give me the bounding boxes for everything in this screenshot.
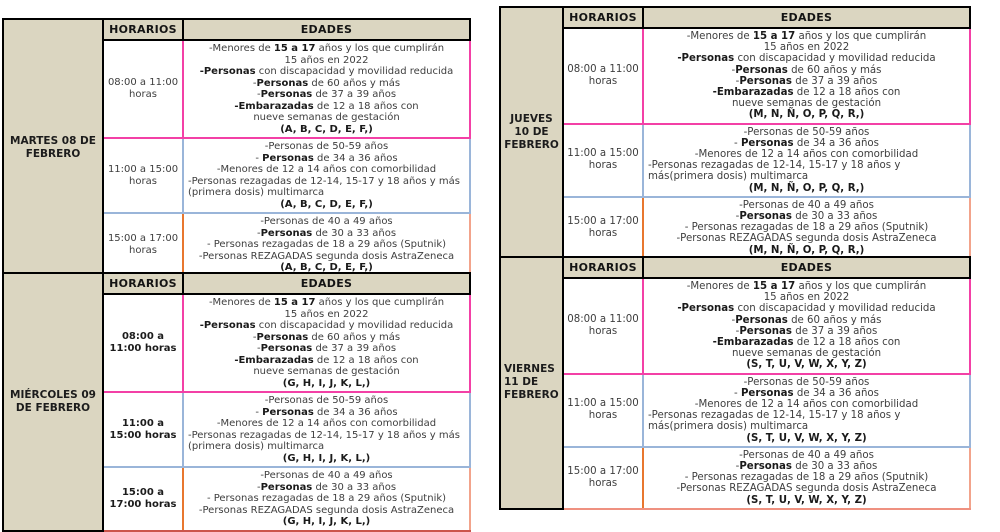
text-segment: - (735, 211, 740, 223)
text-segment: nueve semanas de gestación (253, 366, 400, 377)
text-segment: - (734, 137, 741, 149)
text-segment: - Personas rezagadas de 18 a 29 años (Sputnik) (684, 222, 929, 234)
text-segment: de 12 a 18 años con (793, 337, 901, 349)
day-label-martes-08-febrero (3, 19, 103, 277)
edades-line (648, 183, 965, 194)
edades-line (648, 433, 965, 444)
edades-line (648, 42, 965, 53)
edades-line (648, 149, 965, 160)
text-segment: -Menores de (686, 281, 753, 292)
column-header-edades: EDADES (643, 257, 970, 278)
text-segment: de 34 a 36 años (793, 137, 879, 149)
day-label-line: MIÉRCOLES 09 (10, 388, 96, 401)
column-header-horarios: HORARIOS (103, 273, 183, 294)
edades-line (648, 388, 965, 399)
time-cell (103, 138, 183, 213)
schedule-row (500, 278, 970, 374)
bold-text-segment: -Personas (199, 66, 256, 77)
text-segment: con discapacidad y movilidad reducida (734, 303, 936, 315)
column-header-horarios: HORARIOS (563, 257, 643, 278)
bold-text-segment: Personas (260, 227, 313, 239)
text-segment: - (255, 406, 263, 418)
edades-cell (643, 124, 970, 197)
time-cell (563, 278, 643, 374)
text-segment: -Menores de (208, 297, 274, 308)
text-segment: - (256, 343, 261, 354)
text-segment: - (735, 325, 740, 337)
text-segment: de 37 a 39 años (312, 89, 397, 100)
time-line: 15:00 a 17:00 (107, 232, 179, 244)
edades-cell (183, 467, 470, 531)
edades-line (188, 297, 465, 309)
text-segment: -Personas de 50-59 años (264, 395, 389, 406)
edades-line (648, 292, 965, 303)
bold-text-segment: -Embarazadas (712, 337, 794, 349)
edades-line (188, 395, 465, 407)
time-line: horas (588, 325, 618, 337)
text-segment: de 37 a 39 años (312, 343, 397, 354)
text-segment: -Personas REZAGADAS segunda dosis AstraZeneca (676, 483, 937, 495)
bold-text-segment: (G, H, I, J, K, L,) (282, 516, 371, 527)
header-row (3, 19, 470, 40)
column-header-edades: EDADES (183, 273, 470, 294)
bold-text-segment: -Embarazadas (234, 100, 314, 112)
time-line: horas (129, 175, 157, 187)
text-segment: -Personas rezagadas de 12-14, 15-17 y 18 años y más (primera dosis) multimarca (188, 175, 460, 198)
time-line: 11:00 horas (109, 343, 177, 354)
text-segment: años y los que cumplirán (795, 281, 927, 292)
edades-line (648, 483, 965, 494)
header-row (500, 7, 970, 28)
time-cell (103, 40, 183, 138)
time-cell (563, 374, 643, 447)
edades-cell (643, 447, 970, 509)
edades-line (648, 337, 965, 348)
day-label-line: MARTES 08 DE (10, 134, 96, 147)
edades-line (188, 251, 465, 263)
edades-line (648, 53, 965, 64)
column-header-horarios: HORARIOS (563, 7, 643, 28)
edades-line (648, 87, 965, 98)
text-segment: -Personas de 50-59 años (264, 141, 389, 152)
edades-line (648, 495, 965, 506)
text-segment: -Menores de (686, 31, 753, 42)
time-line: 15:00 a (121, 486, 165, 498)
text-segment: -Personas REZAGADAS segunda dosis AstraZeneca (198, 250, 455, 262)
edades-line (188, 89, 465, 101)
schedule-row (500, 447, 970, 509)
text-segment: con discapacidad y movilidad reducida (734, 53, 936, 65)
edades-line (188, 228, 465, 240)
edades-line (188, 407, 465, 419)
edades-line (188, 199, 465, 211)
bold-text-segment: Personas (256, 77, 309, 89)
bold-text-segment: 15 a 17 (752, 31, 796, 42)
text-segment: de 37 a 39 años (792, 75, 878, 87)
bold-text-segment: (A, B, C, D, E, F,) (280, 262, 373, 273)
text-segment: -Menores de 12 a 14 años con comorbilidad (216, 164, 437, 175)
text-segment: de 30 a 33 años (312, 227, 397, 239)
schedule-row (500, 124, 970, 197)
text-segment: - (735, 461, 740, 473)
text-segment: -Personas de 40 a 49 años (739, 449, 874, 461)
schedule-row (500, 28, 970, 124)
text-segment: - (252, 77, 257, 89)
time-line: 11:00 a 15:00 (567, 398, 639, 410)
text-segment: de 60 años y más (787, 64, 882, 76)
time-line: horas (588, 227, 618, 239)
edades-line (648, 160, 965, 182)
edades-line (188, 378, 465, 390)
text-segment: -Menores de (208, 43, 274, 54)
text-segment: -Personas de 50-59 años (743, 126, 870, 138)
edades-line (188, 309, 465, 321)
schedule-table-jueves-10-febrero (499, 6, 971, 260)
time-cell (563, 447, 643, 509)
edades-cell (183, 40, 470, 138)
text-segment: de 12 a 18 años con (793, 87, 901, 99)
text-segment: - Personas rezagadas de 18 a 29 años (Sputnik) (206, 493, 447, 504)
edades-line (188, 176, 465, 199)
text-segment: -Personas de 40 a 49 años (260, 470, 393, 481)
bold-text-segment: (S, T, U, V, W, X, Y, Z) (746, 359, 867, 371)
edades-line (188, 366, 465, 378)
bold-text-segment: Personas (260, 481, 313, 493)
edades-line (188, 516, 465, 528)
edades-line (188, 164, 465, 176)
time-cell (103, 392, 183, 467)
edades-line (188, 505, 465, 517)
time-line: horas (129, 89, 157, 100)
edades-line (648, 472, 965, 483)
edades-cell (643, 28, 970, 124)
day-label-line: VIERNES (504, 363, 555, 376)
edades-line (188, 216, 465, 228)
edades-line (648, 76, 965, 87)
day-label-line: JUEVES (510, 113, 553, 126)
bold-text-segment: (M, N, Ñ, O, P, Q, R,) (748, 109, 865, 121)
edades-line (648, 303, 965, 314)
edades-line (648, 98, 965, 109)
column-header-edades: EDADES (183, 19, 470, 40)
bold-text-segment: (G, H, I, J, K, L,) (282, 452, 371, 464)
edades-line (188, 112, 465, 124)
time-line: horas (588, 75, 618, 87)
day-label-line: DE FEBRERO (15, 401, 91, 414)
edades-line (188, 43, 465, 55)
edades-line (188, 66, 465, 78)
edades-cell (183, 138, 470, 213)
text-segment: -Personas rezagadas de 12-14, 15-17 y 18 años y más(primera dosis) multimarca (648, 410, 901, 433)
edades-cell (183, 213, 470, 277)
text-segment: - Personas rezagadas de 18 a 29 años (Sputnik) (684, 472, 929, 484)
bold-text-segment: 15 a 17 (273, 43, 316, 54)
bold-text-segment: -Personas (199, 320, 256, 331)
bold-text-segment: (A, B, C, D, E, F,) (280, 123, 373, 135)
header-row (3, 273, 470, 294)
time-line: horas (129, 244, 157, 256)
edades-cell (183, 294, 470, 392)
text-segment: de 37 a 39 años (792, 325, 878, 337)
bold-text-segment: (M, N, Ñ, O, P, Q, R,) (748, 244, 865, 256)
edades-line (648, 410, 965, 432)
edades-cell (183, 392, 470, 467)
time-line: 15:00 a 17:00 (567, 215, 639, 227)
text-segment: años y los que cumplirán (795, 31, 927, 42)
edades-line (188, 343, 465, 355)
text-segment: -Personas de 40 a 49 años (739, 199, 874, 211)
text-segment: - (256, 89, 261, 100)
text-segment: de 60 años y más (308, 77, 401, 89)
time-line: 11:00 a 15:00 (567, 148, 639, 160)
edades-cell (643, 197, 970, 259)
text-segment: nueve semanas de gestación (731, 98, 882, 110)
time-cell (563, 124, 643, 197)
time-line: 08:00 a 11:00 (107, 77, 179, 88)
bold-text-segment: -Personas (677, 53, 735, 65)
edades-line (188, 78, 465, 90)
text-segment: -Menores de 12 a 14 años con comorbilidad (216, 418, 437, 429)
text-segment: de 12 a 18 años con (313, 100, 419, 112)
day-label-miercoles-09-febrero (3, 273, 103, 531)
bold-text-segment: (S, T, U, V, W, X, Y, Z) (746, 494, 867, 506)
text-segment: 15 años en 2022 (284, 308, 369, 320)
bold-text-segment: -Embarazadas (712, 87, 794, 99)
bold-text-segment: (S, T, U, V, W, X, Y, Z) (746, 432, 867, 444)
edades-line (648, 359, 965, 370)
bold-text-segment: Personas (260, 89, 313, 100)
text-segment: con discapacidad y movilidad reducida (255, 320, 454, 331)
schedule-table-viernes-11-febrero (499, 256, 971, 510)
edades-line (188, 493, 465, 505)
edades-line (188, 55, 465, 67)
bold-text-segment: -Personas (677, 303, 735, 315)
text-segment: -Menores de 12 a 14 años con comorbilidad (694, 149, 919, 161)
text-segment: -Personas de 40 a 49 años (260, 216, 393, 227)
schedule-table-martes-08-febrero (2, 18, 471, 278)
text-segment: años y los que cumplirán (315, 297, 445, 308)
edades-line (648, 245, 965, 256)
text-segment: - (731, 64, 736, 76)
text-segment: de 60 años y más (308, 331, 401, 343)
text-segment: de 34 a 36 años (793, 387, 879, 399)
edades-line (188, 153, 465, 165)
bold-text-segment: Personas (739, 461, 792, 473)
edades-line (648, 31, 965, 42)
text-segment: nueve semanas de gestación (253, 112, 400, 123)
text-segment: de 34 a 36 años (313, 406, 398, 418)
edades-line (648, 65, 965, 76)
edades-line (188, 470, 465, 482)
bold-text-segment: Personas (256, 331, 309, 343)
edades-line (188, 320, 465, 332)
time-cell (103, 294, 183, 392)
bold-text-segment: Personas (739, 75, 792, 87)
bold-text-segment: Personas (735, 314, 788, 326)
text-segment: de 12 a 18 años con (313, 354, 419, 366)
text-segment: - (731, 314, 736, 326)
time-cell (103, 213, 183, 277)
column-header-edades: EDADES (643, 7, 970, 28)
day-label-line: FEBRERO (25, 147, 81, 160)
edades-line (648, 281, 965, 292)
text-segment: con discapacidad y movilidad reducida (255, 66, 454, 77)
bold-text-segment: (M, N, Ñ, O, P, Q, R,) (748, 182, 865, 194)
time-cell (103, 467, 183, 531)
bold-text-segment: (A, B, C, D, E, F,) (280, 198, 373, 210)
text-segment: -Personas de 50-59 años (743, 376, 870, 388)
text-segment: 15 años en 2022 (284, 54, 369, 66)
text-segment: -Personas rezagadas de 12-14, 15-17 y 18 años y más(primera dosis) multimarca (648, 160, 901, 183)
bold-text-segment: (G, H, I, J, K, L,) (282, 377, 371, 389)
time-line: horas (588, 410, 618, 422)
edades-line (648, 450, 965, 461)
time-line: 08:00 a 11:00 (567, 63, 639, 75)
bold-text-segment: Personas (262, 406, 314, 418)
text-segment: de 60 años y más (787, 314, 882, 326)
bold-text-segment: Personas (735, 64, 788, 76)
edades-line (188, 430, 465, 453)
time-line: horas (588, 477, 618, 489)
text-segment: - (256, 227, 261, 239)
edades-line (648, 222, 965, 233)
column-header-horarios: HORARIOS (103, 19, 183, 40)
schedule-row (500, 374, 970, 447)
time-line: 08:00 a (121, 331, 165, 342)
edades-line (188, 482, 465, 494)
edades-line (648, 326, 965, 337)
edades-line (188, 355, 465, 367)
edades-line (648, 315, 965, 326)
edades-line (188, 101, 465, 113)
schedule-table-miercoles-09-febrero (2, 272, 471, 532)
time-line: 11:00 a (121, 417, 165, 429)
bold-text-segment: 15 a 17 (273, 297, 316, 308)
edades-line (648, 211, 965, 222)
edades-line (188, 453, 465, 465)
time-cell (563, 28, 643, 124)
text-segment: - (256, 481, 261, 493)
bold-text-segment: Personas (260, 343, 313, 354)
text-segment: nueve semanas de gestación (731, 348, 882, 360)
edades-cell (643, 278, 970, 374)
text-segment: -Personas REZAGADAS segunda dosis AstraZeneca (198, 504, 455, 516)
bold-text-segment: Personas (740, 387, 794, 399)
text-segment: - (255, 152, 263, 164)
time-line: 11:00 a 15:00 (107, 163, 179, 175)
day-label-line: 11 DE (504, 376, 539, 389)
bold-text-segment: Personas (739, 325, 792, 337)
edades-line (188, 141, 465, 153)
text-segment: - Personas rezagadas de 18 a 29 años (Sputnik) (206, 239, 447, 250)
edades-line (648, 377, 965, 388)
text-segment: años y los que cumplirán (315, 43, 445, 54)
edades-cell (643, 374, 970, 447)
edades-line (648, 348, 965, 359)
time-cell (563, 197, 643, 259)
day-label-viernes-11-febrero (500, 257, 563, 509)
edades-line (648, 109, 965, 120)
edades-line (188, 124, 465, 136)
schedule-row (500, 197, 970, 259)
bold-text-segment: 15 a 17 (752, 281, 796, 292)
edades-line (648, 138, 965, 149)
edades-line (648, 200, 965, 211)
bold-text-segment: Personas (262, 152, 314, 164)
day-label-line: 10 DE (514, 126, 549, 139)
time-line: 15:00 horas (109, 429, 177, 441)
edades-line (648, 127, 965, 138)
text-segment: de 30 a 33 años (792, 211, 878, 223)
edades-line (648, 461, 965, 472)
edades-line (188, 239, 465, 251)
text-segment: de 30 a 33 años (792, 461, 878, 473)
header-row (500, 257, 970, 278)
text-segment: - (252, 331, 257, 343)
edades-line (188, 332, 465, 344)
time-line: 17:00 horas (109, 498, 177, 510)
edades-line (188, 418, 465, 430)
text-segment: de 30 a 33 años (312, 481, 397, 493)
edades-line (648, 399, 965, 410)
edades-line (648, 233, 965, 244)
text-segment: -Personas REZAGADAS segunda dosis AstraZeneca (676, 233, 937, 245)
text-segment: de 34 a 36 años (313, 152, 398, 164)
time-line: 15:00 a 17:00 (567, 465, 639, 477)
text-segment: 15 años en 2022 (763, 292, 850, 304)
time-line: horas (588, 160, 618, 172)
text-segment: -Personas rezagadas de 12-14, 15-17 y 18 años y más (primera dosis) multimarca (188, 429, 460, 452)
text-segment: -Menores de 12 a 14 años con comorbilidad (694, 399, 919, 411)
day-label-line: FEBRERO (504, 389, 559, 402)
bold-text-segment: Personas (740, 137, 794, 149)
day-label-line: FEBRERO (504, 139, 559, 152)
bold-text-segment: Personas (739, 211, 792, 223)
text-segment: - (735, 75, 740, 87)
time-line: 08:00 a 11:00 (567, 313, 639, 325)
bold-text-segment: -Embarazadas (234, 354, 314, 366)
text-segment: - (734, 387, 741, 399)
day-label-jueves-10-febrero (500, 7, 563, 259)
text-segment: 15 años en 2022 (763, 42, 850, 54)
